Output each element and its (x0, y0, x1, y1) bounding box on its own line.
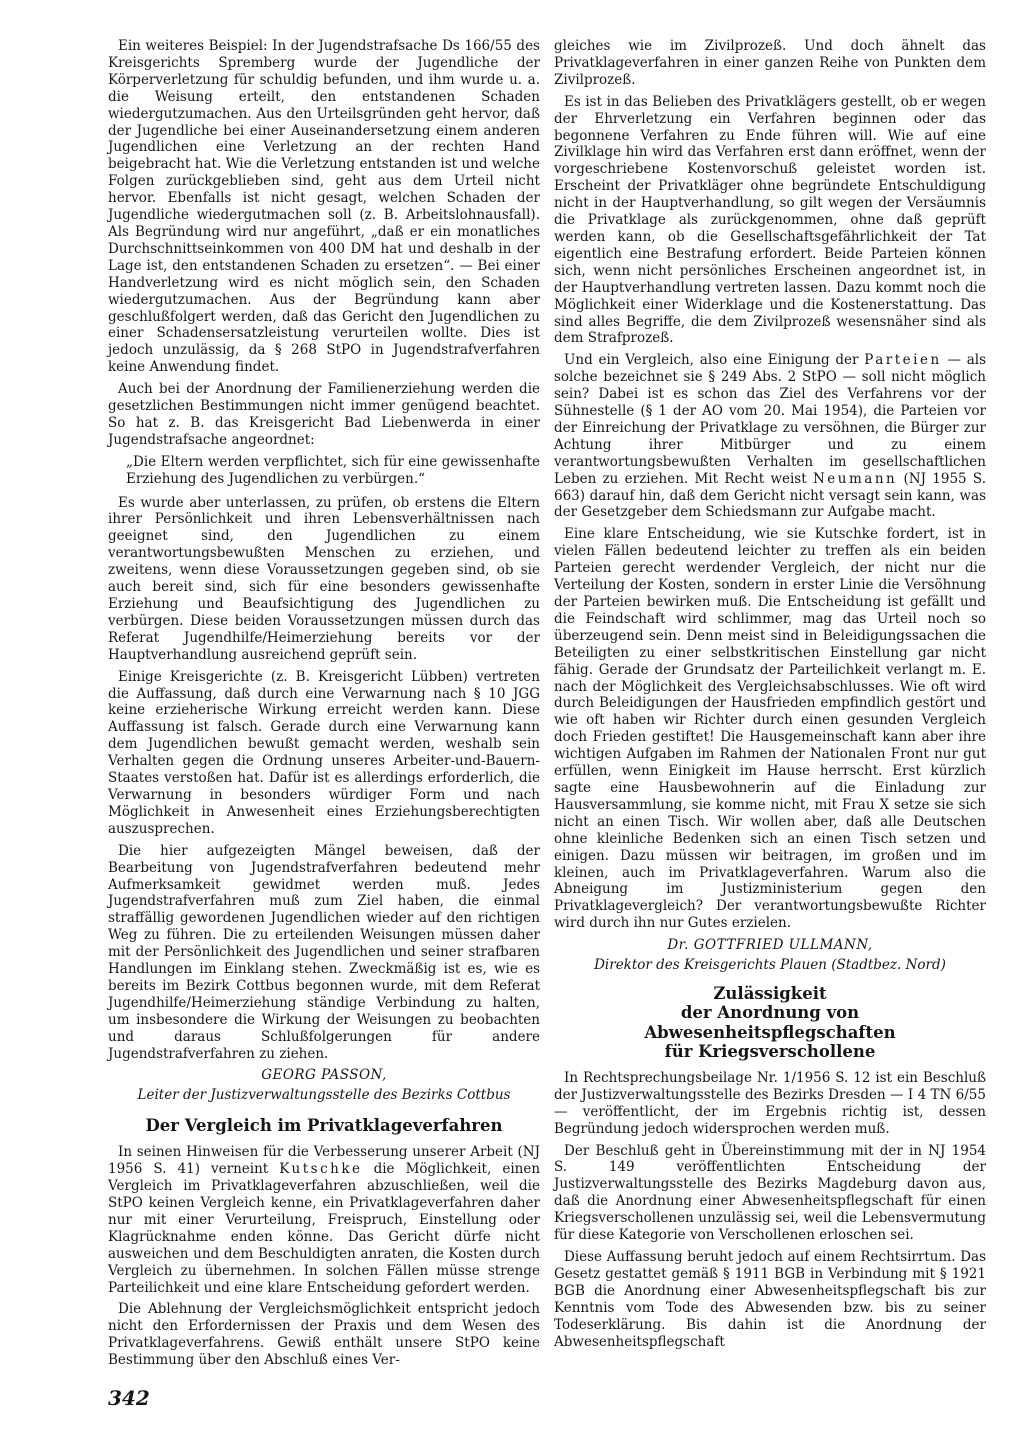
paragraph: Es wurde aber unterlassen, zu prüfen, ob erstens die Eltern ihrer Persönlichkeit und ihren Lebensverhältnissen nach geeignet sind, den Jugendlichen zu einem verantwortungsbewußten Menschen zu erziehen, und zweitens, wenn diese Voraussetzungen gegeben sind, ob sie auch bereit sind, sich für eine besonders gewissenhafte Erziehung und Beaufsichtigung des Jugendlichen zu verbürgen. Diese beiden Voraussetzungen müssen durch das Referat Jugendhilfe/Heimerziehung bereits vor der Hauptverhandlung ausreichend geprüft sein. (108, 494, 540, 663)
heading-line: Zulässigkeit (713, 983, 827, 1003)
paragraph-text: In seinen Hinweisen für die Verbesserung unserer Arbeit (NJ 1956 S. 41) verneint (108, 1144, 540, 1178)
heading-line: der Anordnung von Abwesenheitspflegschaften (644, 1003, 896, 1042)
page-number: 342 (108, 1386, 150, 1410)
block-quote: „Die Eltern werden verpflichtet, sich für eine gewissenhafte Erziehung des Jugendlichen zu verbürgen.“ (126, 453, 540, 487)
paragraph-text: Und ein Vergleich, also eine Einigung der (564, 352, 859, 369)
emphasized-term: Parteien (864, 352, 942, 369)
paragraph: Ein weiteres Beispiel: In der Jugendstrafsache Ds 166/55 des Kreisgerichts Spremberg wurde der Jugendliche der Körperverletzung für schuldig befunden, und ihm wurde u. a. die Weisung erteilt, den entstandenen Schaden wiedergutzumachen. Aus den Urteilsgründen geht hervor, daß der Jugendliche bei einer Auseinandersetzung einem anderen Jugendlichen eine Verletzung an der rechten Hand beigebracht hat. Wie die Verletzung entstanden ist und welche Folgen zurückgeblieben sind, geht aus dem Urteil nicht hervor. Ebenfalls ist nicht gesagt, welchen Schaden der Jugendliche wiedergutmachen soll (z. B. Arbeitslohnausfall). Als Begründung wird nur angeführt, „daß er ein monatliches Durchschnittseinkommen von 400 DM hat und deshalb in der Lage ist, den entstandenen Schaden zu ersetzen“. — Bei einer Handverletzung wird es nicht möglich sein, den Schaden wiedergutzumachen. Aus der Begründung kann aber geschlußfolgert werden, daß das Gericht den Jugendlichen zu einer Schadensersatzleistung verurteilen wollte. Dies ist jedoch unzulässig, da § 268 StPO in Jugendstrafverfahren keine Anwendung findet. (108, 38, 540, 376)
signature-name: Dr. GOTTFRIED ULLMANN, (667, 937, 873, 954)
paragraph: Der Beschluß geht in Übereinstimmung mit der in NJ 1954 S. 149 veröffentlichten Entscheidung der Justizverwaltungsstelle des Bezirks Magdeburg davon aus, daß die Anordnung einer Abwesenheitspflegschaft für einen Kriegsverschollenen unzulässig sei, weil die Lebensvermutung für diese Kategorie von Verschollenen erloschen sei. (554, 1142, 986, 1244)
paragraph: Eine klare Entscheidung, wie sie Kutschke fordert, ist in vielen Fällen bedeutend leichter zu treffen als ein beiden Parteien gerecht werdender Vergleich, der nicht nur die Verteilung der Kosten, sondern in erster Linie die Versöhnung der Parteien bewirken muß. Die Entscheidung ist gefällt und die Feindschaft wird schlimmer, mag das Urteil noch so überzeugend sein. Denn meist sind in Beleidigungssachen die Beteiligten zu einer selbstkritischen Einstellung gar nicht fähig. Gerade der Grundsatz der Parteilichkeit verlangt m. E. nach der Möglichkeit des Vergleichsabschlusses. Wie oft wird durch Beleidigungen der Hausfrieden empfindlich gestört und wie oft haben wir Richter durch einen gesunden Vergleich doch Frieden gestiftet! Die Hausgemeinschaft kann aber ihre wichtigen Aufgaben im Rahmen der Nationalen Front nur gut erfüllen, wenn Einigkeit im Hause herrscht. Erst kürzlich sagte eine Hausbewohnerin auf die Einladung zur Hausversammlung, sie komme nicht, mit Frau X setze sie sich nicht an einen Tisch. Wir wollen aber, daß alle Deutschen ohne kleinliche Bedenken sich an einen Tisch setzen und einigen. Dazu müssen wir beitragen, im großen und im kleinen, auch im Privatklageverfahren. Warum also die Abneigung im Justizministerium gegen den Privatklagevergleich? Der verantwortungsbewußte Richter wird durch ihn nur Gutes erzielen. (554, 526, 986, 932)
signature-role: Leiter der Justizverwaltungsstelle des Bezirks Cottbus (137, 1087, 511, 1104)
paragraph: Einige Kreisgerichte (z. B. Kreisgericht Lübben) vertreten die Auffassung, daß durch eine Verwarnung nach § 10 JGG keine erzieherische Wirkung erreicht werden kann. Diese Auffassung ist falsch. Gerade durch eine Verwarnung kann dem Jugendlichen bewußt gemacht werden, weshalb sein Verhalten gegen die Ordnung unseres Arbeiter-und-Bauern-Staates verstoßen hat. Dafür ist es allerdings erforderlich, die Verwarnung in besonders würdiger Form und nach Möglichkeit in Anwesenheit eines Erziehungsberechtigten auszusprechen. (108, 668, 540, 837)
left-column (108, 38, 540, 1374)
paragraph: Es ist in das Belieben des Privatklägers gestellt, ob er wegen der Ehrverletzung ein Verfahren beginnen oder das begonnene Verfahren zu Ende führen will. Wie auf eine Zivilklage hin wird das Verfahren erst dann eröffnet, wenn der vorgeschriebene Kostenvorschuß geleistet worden ist. Erscheint der Privatkläger ohne begründete Entschuldigung nicht in der Hauptverhandlung, so gilt wegen der Versäumnis die Privatklage als zurückgenommen, ohne daß geprüft werden kann, ob die Gesellschaftsgefährlichkeit der Tat eigentlich eine Bestrafung erfordert. Beide Parteien können sich, wenn nicht persönliches Erscheinen angeordnet ist, in der Hauptverhandlung vertreten lassen. Dazu kommt noch die Möglichkeit einer Widerklage und die Kostenerstattung. Das sind alles Begriffe, die dem Zivilprozeß wesensnäher sind als dem Strafprozeß. (554, 93, 986, 347)
signature-name: GEORG PASSON, (261, 1067, 387, 1084)
paragraph: Die hier aufgezeigten Mängel beweisen, daß der Bearbeitung von Jugendstrafverfahren bedeutend mehr Aufmerksamkeit gewidmet werden muß. Jedes Jugendstrafverfahren muß zum Ziel haben, die einmal straffällig gewordenen Jugendlichen wieder auf den richtigen Weg zu führen. Die zu erteilenden Weisungen müssen daher mit der Persönlichkeit des Jugendlichen und seiner strafbaren Handlungen im Einklang stehen. Zweckmäßig ist es, wie es bereits im Bezirk Cottbus begonnen wurde, mit dem Referat Jugendhilfe/Heimerziehung ständige Verbindung zu halten, um insbesondere die Wirkung der Weisungen zu beobachten und daraus Schlußfolgerungen für andere Jugendstrafverfahren zu ziehen. (108, 842, 540, 1062)
cited-author: Kutschke (279, 1161, 363, 1178)
signature-role: Direktor des Kreisgerichts Plauen (Stadtbez. Nord) (594, 957, 946, 974)
paragraph-text: (NJ 1955 S. 663) darauf hin, daß dem Gericht nicht versagt sein kann, was der Gesetzgeber dem Schiedsmann zur Aufgabe macht. (554, 470, 986, 521)
heading-line: für Kriegsverschollene (664, 1042, 876, 1062)
paragraph (554, 352, 986, 521)
section-heading (554, 984, 986, 1062)
paragraph-text: die Möglichkeit, einen Vergleich im Privatklageverfahren abzuschließen, weil die StPO keinen Vergleich kenne, ein Privatklageverfahren daher nur mit einer Verurteilung, Freispruch, Einstellung oder Klagrücknahme enden könne. Das Gericht dürfe nicht ausweichen und dem Beschuldigten anraten, die Kosten durch Vergleich zu übernehmen. In solchen Fällen müsse strenge Parteilichkeit und eine klare Entscheidung gefordert werden. (108, 1161, 541, 1296)
cited-author: Neumann (812, 470, 898, 487)
paragraph-text: — als solche bezeichnet sie § 249 Abs. 2 StPO — soll nicht möglich sein? Dabei ist es schon das Ziel des Verfahrens vor der Sühnestelle (§ 1 der AO vom 20. Mai 1954), die Parteien vor der Einreichung der Privatklage zu versöhnen, die Bürger zur Achtung ihrer Mitbürger und zu einem verantwortungsbewußten Verhalten im gesellschaftlichen Leben zu erziehen. Mit Recht weist (554, 352, 987, 487)
paragraph: In Rechtsprechungsbeilage Nr. 1/1956 S. 12 ist ein Beschluß der Justizverwaltungsstelle des Bezirks Dresden — I 4 TN 6/55 — veröffentlicht, der im Ergebnis richtig ist, dessen Begründung jedoch widersprochen werden muß. (554, 1069, 986, 1137)
paragraph: Auch bei der Anordnung der Familienerziehung werden die gesetzlichen Bestimmungen nicht immer genügend beachtet. So hat z. B. das Kreisgericht Bad Liebenwerda in einer Jugendstrafsache angeordnet: (108, 381, 540, 448)
paragraph: Diese Auffassung beruht jedoch auf einem Rechtsirrtum. Das Gesetz gestattet gemäß § 1911 BGB in Verbindung mit § 1921 BGB die Anordnung einer Abwesenheitspflegschaft bis zur Kenntnis vom Tode des Abwesenden bzw. bis zu seiner Todeserklärung. Bis dahin ist die Anordnung der Abwesenheitspflegschaft (554, 1249, 986, 1350)
section-heading: Der Vergleich im Privatklageverfahren (145, 1116, 503, 1136)
paragraph (108, 1144, 540, 1296)
paragraph: Die Ablehnung der Vergleichsmöglichkeit entspricht jedoch nicht den Erfordernissen der Praxis und dem Wesen des Privatklageverfahrens. Gewiß enthält unsere StPO keine Bestimmung über den Abschluß eines Ver- (108, 1301, 540, 1369)
paragraph: gleiches wie im Zivilprozeß. Und doch ähnelt das Privatklageverfahren in einer ganzen Reihe von Punkten dem Zivilprozeß. (554, 38, 986, 88)
right-column (554, 38, 986, 1355)
